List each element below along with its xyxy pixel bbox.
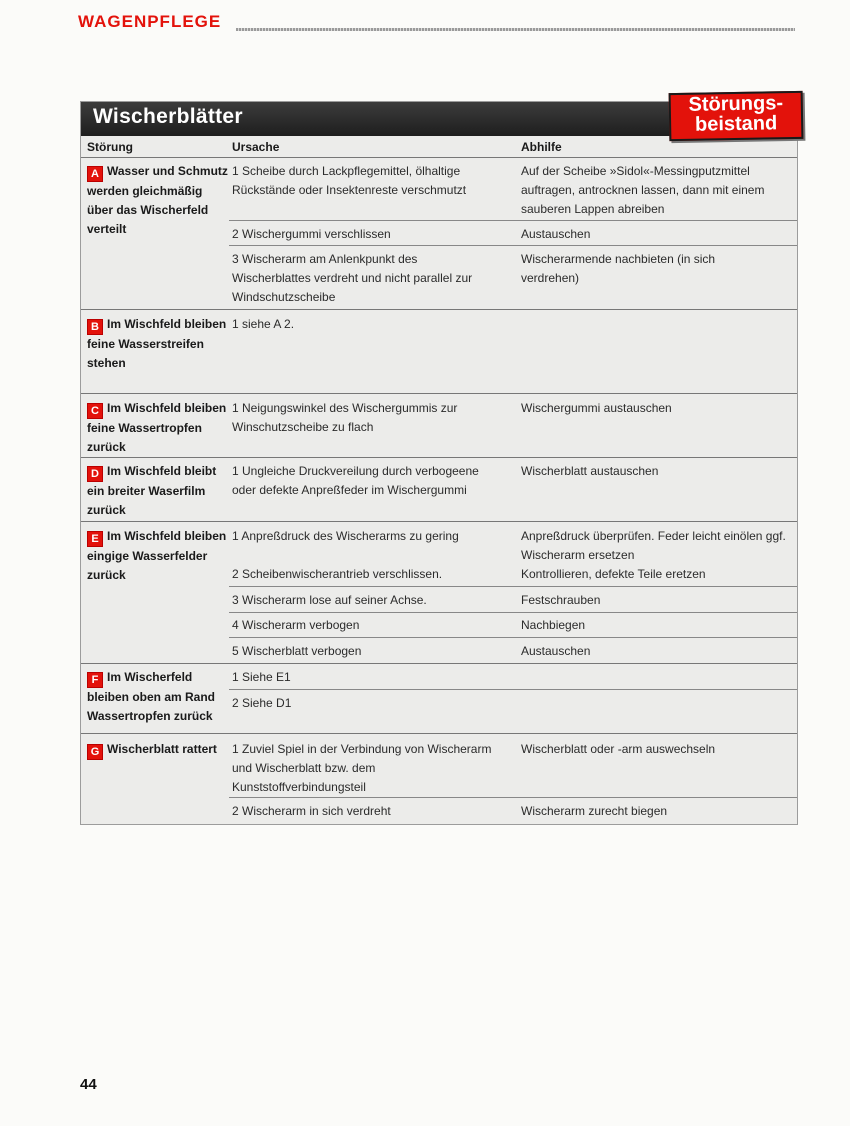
letter-badge: C — [87, 403, 103, 419]
group-rule — [81, 393, 797, 394]
problem-text: Im Wischerfeld bleiben oben am Rand Wassertropfen zurück — [87, 670, 216, 723]
problem-text: Wischerblatt rattert — [107, 742, 217, 756]
cause-a1: 1 Scheibe durch Lackpflegemittel, ölhaltige Rückstände oder Insektenreste verschmutzt — [232, 164, 467, 197]
row-rule — [229, 220, 797, 221]
problem-g — [87, 740, 229, 760]
remedy-e2: Kontrollieren, defekte Teile eretzen — [521, 567, 706, 581]
remedy-g2: Wischerarm zurecht biegen — [521, 804, 668, 818]
row-rule — [229, 612, 797, 613]
column-header-problem: Störung — [87, 140, 133, 154]
remedy-e1: Anpreßdruck überprüfen. Feder leicht einölen ggf. Wischerarm ersetzen — [521, 529, 786, 562]
group-rule — [81, 521, 797, 522]
row-rule — [229, 637, 797, 638]
cause-a3: 3 Wischerarm am Anlenkpunkt des Wischerblattes verdreht und nicht parallel zur Windschutzscheibe — [232, 252, 473, 304]
cause-c1: 1 Neigungswinkel des Wischergummis zur Winschutzscheibe zu flach — [232, 401, 458, 434]
troubleshooting-table — [80, 101, 798, 825]
row-rule — [229, 689, 797, 690]
problem-c — [87, 399, 229, 457]
group-rule — [81, 309, 797, 310]
cause-f1: 1 Siehe E1 — [232, 670, 291, 684]
row-rule — [229, 586, 797, 587]
remedy-a3: Wischerarmende nachbieten (in sich verdrehen) — [521, 252, 716, 285]
cause-f2: 2 Siehe D1 — [232, 696, 292, 710]
cause-g2: 2 Wischerarm in sich verdreht — [232, 804, 391, 818]
cause-e4: 4 Wischerarm verbogen — [232, 618, 360, 632]
remedy-d1: Wischerblatt austauschen — [521, 464, 659, 478]
problem-text: Im Wischfeld bleibt ein breiter Waserfilm zurück — [87, 464, 217, 517]
table-title: Wischerblätter — [93, 105, 243, 128]
cause-e2: 2 Scheibenwischerantrieb verschlissen. — [232, 567, 443, 581]
row-rule — [229, 797, 797, 798]
page-number: 44 — [80, 1076, 97, 1093]
letter-badge: B — [87, 319, 103, 335]
stoerungsbeistand-badge — [669, 91, 804, 141]
group-rule — [81, 733, 797, 734]
remedy-e5: Austauschen — [521, 644, 591, 658]
group-rule — [81, 663, 797, 664]
problem-b — [87, 315, 229, 373]
cause-d1: 1 Ungleiche Druckvereilung durch verbogeene oder defekte Anpreßfeder im Wischergummi — [232, 464, 479, 497]
problem-text: Im Wischfeld bleiben feine Wassertropfen zurück — [87, 401, 227, 454]
letter-badge: D — [87, 466, 103, 482]
remedy-e4: Nachbiegen — [521, 618, 586, 632]
cause-e5: 5 Wischerblatt verbogen — [232, 644, 362, 658]
badge-line-2: beistand — [694, 112, 778, 136]
problem-text: Im Wischfeld bleiben eingige Wasserfelder zurück — [87, 529, 227, 582]
row-rule — [229, 245, 797, 246]
remedy-a1: Auf der Scheibe »Sidol«-Messingputzmittel auftragen, antrocknen lassen, dann mit einem sauberen Lappen abreiben — [521, 164, 765, 216]
badge-line-1: Störungs- — [688, 92, 784, 116]
letter-badge: A — [87, 166, 103, 182]
cause-e3: 3 Wischerarm lose auf seiner Achse. — [232, 593, 427, 607]
problem-a — [87, 162, 229, 239]
letter-badge: F — [87, 672, 103, 688]
column-header-cause: Ursache — [232, 140, 280, 154]
header-rule — [81, 157, 797, 158]
cause-e1: 1 Anpreßdruck des Wischerarms zu gering — [232, 529, 459, 543]
group-rule — [81, 457, 797, 458]
running-header — [78, 12, 795, 34]
header-rule — [236, 28, 795, 31]
section-title: WAGENPFLEGE — [78, 12, 222, 31]
problem-f — [87, 668, 229, 726]
problem-e — [87, 527, 229, 585]
remedy-g1: Wischerblatt oder -arm auswechseln — [521, 742, 716, 756]
cause-g1: 1 Zuviel Spiel in der Verbindung von Wischerarm und Wischerblatt bzw. dem Kunststoffverbindungsteil — [232, 742, 492, 794]
letter-badge: E — [87, 531, 103, 547]
remedy-a2: Austauschen — [521, 227, 591, 241]
problem-text: Im Wischfeld bleiben feine Wasserstreifen stehen — [87, 317, 227, 370]
problem-d — [87, 462, 229, 520]
letter-badge: G — [87, 744, 103, 760]
column-header-remedy: Abhilfe — [521, 140, 562, 154]
cause-a2: 2 Wischergummi verschlissen — [232, 227, 391, 241]
problem-text: Wasser und Schmutz werden gleichmäßig über das Wischerfeld verteilt — [87, 164, 228, 236]
remedy-e3: Festschrauben — [521, 593, 601, 607]
cause-b1: 1 siehe A 2. — [232, 317, 295, 331]
remedy-c1: Wischergummi austauschen — [521, 401, 672, 415]
